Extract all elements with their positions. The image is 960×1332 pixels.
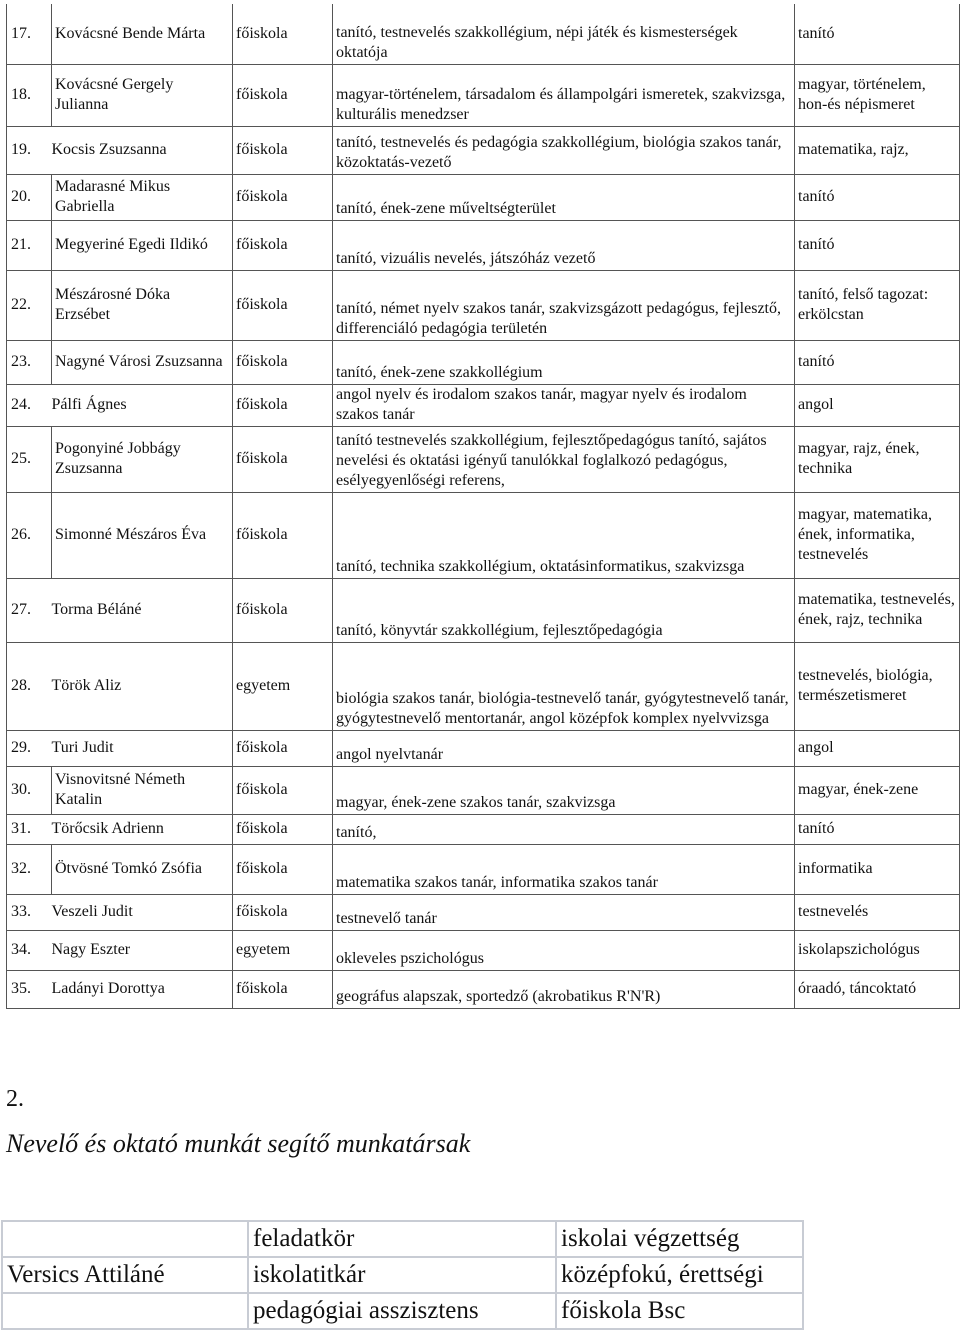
staff-education: főiskola [233, 730, 333, 766]
staff-subjects: iskolapszichológus [795, 930, 960, 970]
staff-row [7, 126, 960, 174]
staff-education: főiskola [233, 340, 333, 384]
staff-subjects: magyar, ének-zene [795, 766, 960, 814]
staff-subjects: tanító [795, 174, 960, 220]
staff-row [7, 844, 960, 894]
staff-education: főiskola [233, 384, 333, 426]
staff-name: Kocsis Zsuzsanna [52, 126, 233, 174]
staff-education: főiskola [233, 220, 333, 270]
helpers-role: pedagógiai asszisztens [248, 1293, 556, 1329]
staff-number: 29. [7, 730, 52, 766]
staff-name: Nagyné Városi Zsuzsanna [52, 340, 233, 384]
staff-qualification: angol nyelv és irodalom szakos tanár, magyar nyelv és irodalom szakos tanár [333, 384, 795, 426]
staff-row [7, 970, 960, 1008]
staff-education: főiskola [233, 426, 333, 492]
staff-name: Ladányi Dorottya [52, 970, 233, 1008]
staff-qualification: magyar, ének-zene szakos tanár, szakvizsga [333, 766, 795, 814]
staff-qualification: tanító testnevelés szakkollégium, fejlesztőpedagógus tanító, sajátos nevelési és oktatási igényű tanulókkal foglalkozó pedagógus, esélyegyenlőségi referens, [333, 426, 795, 492]
staff-row [7, 766, 960, 814]
staff-name: Megyeriné Egedi Ildikó [52, 220, 233, 270]
helpers-cell-empty [2, 1221, 248, 1257]
staff-subjects: óraadó, táncoktató [795, 970, 960, 1008]
staff-subjects: testnevelés, biológia, természetismeret [795, 642, 960, 730]
staff-row [7, 578, 960, 642]
staff-row [7, 814, 960, 844]
staff-subjects: magyar, rajz, ének, technika [795, 426, 960, 492]
staff-qualification: tanító, vizuális nevelés, játszóház vezető [333, 220, 795, 270]
staff-education: főiskola [233, 126, 333, 174]
staff-subjects: tanító [795, 340, 960, 384]
staff-number: 25. [7, 426, 52, 492]
staff-qualification: biológia szakos tanár, biológia-testnevelő tanár, gyógytestnevelő tanár, gyógytestnevelő mentortanár, angol középfok komplex nyelvvizsga [333, 642, 795, 730]
staff-education: egyetem [233, 642, 333, 730]
staff-qualification: geográfus alapszak, sportedző (akrobatikus R'N'R) [333, 970, 795, 1008]
staff-education: főiskola [233, 970, 333, 1008]
staff-subjects: tanító, felső tagozat: erkölcstan [795, 270, 960, 340]
staff-row [7, 384, 960, 426]
helpers-table [1, 1220, 804, 1330]
staff-education: egyetem [233, 930, 333, 970]
staff-name: Pálfi Ágnes [52, 384, 233, 426]
staff-qualification: testnevelő tanár [333, 894, 795, 930]
staff-education: főiskola [233, 578, 333, 642]
helpers-education: főiskola Bsc [556, 1293, 803, 1329]
staff-table [6, 4, 960, 1009]
staff-number: 17. [7, 4, 52, 64]
staff-subjects: angol [795, 730, 960, 766]
staff-qualification: magyar-történelem, társadalom és állampolgári ismeretek, szakvizsga, kulturális menedzser [333, 64, 795, 126]
helpers-name: Versics Attiláné [2, 1257, 248, 1293]
staff-number: 20. [7, 174, 52, 220]
staff-subjects: magyar, matematika, ének, informatika, testnevelés [795, 492, 960, 578]
staff-row [7, 220, 960, 270]
staff-subjects: angol [795, 384, 960, 426]
staff-education: főiskola [233, 64, 333, 126]
helpers-cell-empty [2, 1293, 248, 1329]
staff-number: 31. [7, 814, 52, 844]
staff-row [7, 426, 960, 492]
staff-name: Kovácsné Gergely Julianna [52, 64, 233, 126]
staff-qualification: tanító, német nyelv szakos tanár, szakvizsgázott pedagógus, fejlesztő, differenciáló pedagógia területén [333, 270, 795, 340]
staff-name: Ötvösné Tomkó Zsófia [52, 844, 233, 894]
staff-name: Pogonyiné Jobbágy Zsuzsanna [52, 426, 233, 492]
helpers-header-role: feladatkör [248, 1221, 556, 1257]
staff-number: 18. [7, 64, 52, 126]
helpers-row [2, 1221, 803, 1257]
staff-qualification: angol nyelvtanár [333, 730, 795, 766]
helpers-header-education: iskolai végzettség [556, 1221, 803, 1257]
staff-row [7, 4, 960, 64]
staff-number: 23. [7, 340, 52, 384]
staff-number: 27. [7, 578, 52, 642]
staff-name: Nagy Eszter [52, 930, 233, 970]
staff-name: Torma Béláné [52, 578, 233, 642]
staff-qualification: tanító, [333, 814, 795, 844]
staff-row [7, 174, 960, 220]
staff-education: főiskola [233, 270, 333, 340]
staff-subjects: matematika, rajz, [795, 126, 960, 174]
staff-row [7, 64, 960, 126]
staff-row [7, 642, 960, 730]
staff-number: 33. [7, 894, 52, 930]
staff-number: 32. [7, 844, 52, 894]
staff-number: 26. [7, 492, 52, 578]
staff-name: Török Aliz [52, 642, 233, 730]
staff-number: 22. [7, 270, 52, 340]
staff-number: 35. [7, 970, 52, 1008]
staff-table-body [7, 4, 960, 1008]
staff-number: 21. [7, 220, 52, 270]
staff-number: 30. [7, 766, 52, 814]
staff-row [7, 730, 960, 766]
staff-name: Kovácsné Bende Márta [52, 4, 233, 64]
staff-qualification: tanító, testnevelés és pedagógia szakkollégium, biológia szakos tanár, közoktatás-vezető [333, 126, 795, 174]
staff-education: főiskola [233, 844, 333, 894]
staff-name: Visnovitsné Németh Katalin [52, 766, 233, 814]
staff-name: Mészárosné Dóka Erzsébet [52, 270, 233, 340]
staff-row [7, 492, 960, 578]
staff-education: főiskola [233, 4, 333, 64]
staff-subjects: matematika, testnevelés, ének, rajz, technika [795, 578, 960, 642]
staff-subjects: testnevelés [795, 894, 960, 930]
helpers-row [2, 1257, 803, 1293]
staff-qualification: tanító, ének-zene műveltségterület [333, 174, 795, 220]
staff-education: főiskola [233, 814, 333, 844]
staff-number: 28. [7, 642, 52, 730]
section-title: Nevelő és oktató munkát segítő munkatársak [6, 1129, 471, 1158]
staff-row [7, 930, 960, 970]
staff-education: főiskola [233, 492, 333, 578]
staff-subjects: magyar, történelem, hon-és népismeret [795, 64, 960, 126]
staff-name: Simonné Mészáros Éva [52, 492, 233, 578]
staff-row [7, 894, 960, 930]
staff-qualification: tanító, technika szakkollégium, oktatásinformatikus, szakvizsga [333, 492, 795, 578]
staff-subjects: tanító [795, 814, 960, 844]
staff-qualification: okleveles pszichológus [333, 930, 795, 970]
staff-row [7, 340, 960, 384]
staff-name: Madarasné Mikus Gabriella [52, 174, 233, 220]
staff-qualification: tanító, ének-zene szakkollégium [333, 340, 795, 384]
staff-education: főiskola [233, 174, 333, 220]
staff-education: főiskola [233, 766, 333, 814]
staff-qualification: tanító, könyvtár szakkollégium, fejlesztőpedagógia [333, 578, 795, 642]
staff-row [7, 270, 960, 340]
staff-name: Turi Judit [52, 730, 233, 766]
staff-education: főiskola [233, 894, 333, 930]
staff-number: 34. [7, 930, 52, 970]
staff-name: Törőcsik Adrienn [52, 814, 233, 844]
staff-qualification: tanító, testnevelés szakkollégium, népi játék és kismesterségek oktatója [333, 4, 795, 64]
staff-qualification: matematika szakos tanár, informatika szakos tanár [333, 844, 795, 894]
staff-number: 19. [7, 126, 52, 174]
staff-name: Veszeli Judit [52, 894, 233, 930]
staff-subjects: informatika [795, 844, 960, 894]
staff-subjects: tanító [795, 4, 960, 64]
section-number: 2. [6, 1086, 24, 1112]
staff-subjects: tanító [795, 220, 960, 270]
helpers-role: iskolatitkár [248, 1257, 556, 1293]
helpers-education: középfokú, érettségi [556, 1257, 803, 1293]
staff-number: 24. [7, 384, 52, 426]
helpers-row [2, 1293, 803, 1329]
